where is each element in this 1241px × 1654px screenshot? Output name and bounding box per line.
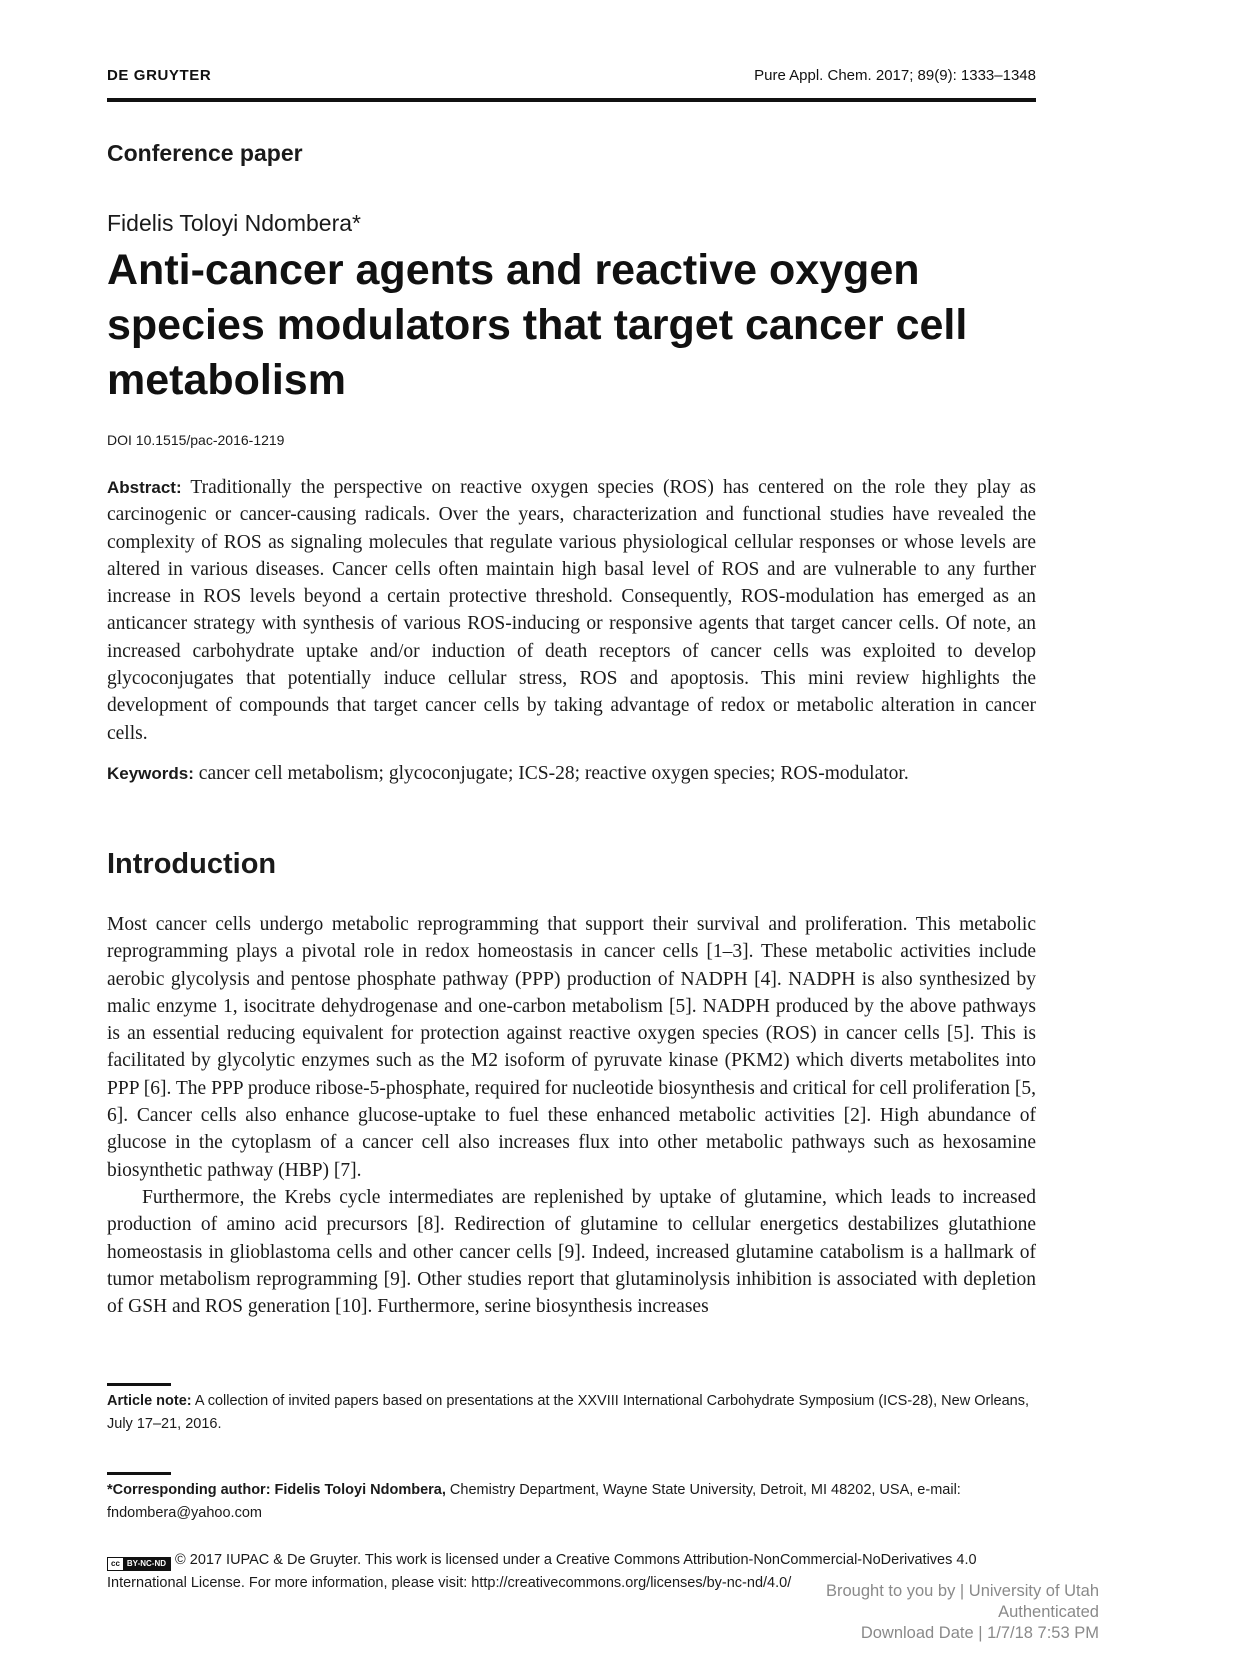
publisher-name: DE GRUYTER <box>107 67 212 84</box>
corresponding-author-label: *Corresponding author: Fidelis Toloyi Ndombera, <box>107 1482 446 1498</box>
keywords-text: cancer cell metabolism; glycoconjugate; ICS-28; reactive oxygen species; ROS-modulator. <box>198 763 909 784</box>
abstract-text: Traditionally the perspective on reactive oxygen species (ROS) has centered on the role they play as carcinogenic or cancer-causing radicals. Over the years, characterization and functional studies have revealed the complexity of ROS as signaling molecules that regulate various physiological cellular responses or whose levels are altered in various diseases. Cancer cells often maintain high basal level of ROS and are vulnerable to any further increase in ROS levels beyond a certain protective threshold. Consequently, ROS-modulation has emerged as an anticancer strategy with synthesis of various ROS-inducing or responsive agents that target cancer cells. Of note, an increased carbohydrate uptake and/or induction of death receptors of cancer cells was exploited to develop glycoconjugates that potentially induce cellular stress, ROS and apoptosis. This mini review highlights the development of compounds that target cancer cells by taking advantage of redox or metabolic alteration in cancer cells. <box>107 477 1036 744</box>
doi: DOI 10.1515/pac-2016-1219 <box>107 432 285 448</box>
footnote-rule <box>107 1383 171 1386</box>
article-note-label: Article note: <box>107 1393 192 1409</box>
keywords-label: Keywords: <box>107 764 194 783</box>
author-name: Fidelis Toloyi Ndombera* <box>107 210 361 236</box>
abstract-label: Abstract: <box>107 478 182 497</box>
download-stamp-line: Brought to you by | University of Utah <box>826 1582 1099 1600</box>
article-note <box>107 1390 1036 1436</box>
download-stamp-line: Authenticated <box>998 1603 1099 1621</box>
article-type-label: Conference paper <box>107 140 303 166</box>
corresponding-author-text: Chemistry Department, Wayne State University, Detroit, MI 48202, USA, e-mail: fndombera@yahoo.com <box>107 1482 961 1521</box>
cc-badge-circle: cc <box>108 1558 123 1570</box>
cc-badge-terms: BY-NC-ND <box>123 1558 170 1570</box>
download-stamp <box>826 1581 1099 1644</box>
article-note-text: A collection of invited papers based on presentations at the XXVIII International Carbohydrate Symposium (ICS-28), New Orleans, July 17–21, 2016. <box>107 1393 1030 1432</box>
header-rule <box>107 98 1036 102</box>
introduction-heading: Introduction <box>107 848 277 880</box>
cc-license-badge <box>107 1557 171 1571</box>
download-stamp-line: Download Date | 1/7/18 7:53 PM <box>860 1624 1099 1642</box>
introduction-paragraph-1: Most cancer cells undergo metabolic reprogramming that support their survival and proliferation. This metabolic reprogramming plays a pivotal role in redox homeostasis in cancer cells [1–3]. These metabolic activities include aerobic glycolysis and pentose phosphate pathway (PPP) production of NADPH [4]. NADPH is also synthesized by malic enzyme 1, isocitrate dehydrogenase and one-carbon metabolism [5]. NADPH produced by the above pathways is an essential reducing equivalent for protection against reactive oxygen species (ROS) in cancer cells [5]. This is facilitated by glycolytic enzymes such as the M2 isoform of pyruvate kinase (PKM2) which diverts metabolites into PPP [6]. The PPP produce ribose-5-phosphate, required for nucleotide biosynthesis and critical for cell proliferation [5, 6]. Cancer cells also enhance glucose-uptake to fuel these enhanced metabolic activities [2]. High abundance of glucose in the cytoplasm of a cancer cell also increases flux into other metabolic pathways such as hexosamine biosynthetic pathway (HBP) [7]. <box>107 914 1036 1181</box>
license-text: © 2017 IUPAC & De Gruyter. This work is licensed under a Creative Commons Attribution-NonCommercial-NoDerivatives 4.0 International License. For more information, please visit: http://creativecommons.org/licenses/by-nc-nd/4.0/ <box>107 1552 977 1591</box>
footnote-rule <box>107 1472 171 1475</box>
paper-title: Anti-cancer agents and reactive oxygen species modulators that target cancer cell metabolism <box>107 246 968 404</box>
abstract <box>107 474 1036 747</box>
keywords <box>107 760 1036 787</box>
corresponding-author-note <box>107 1479 1036 1525</box>
introduction-paragraph-2: Furthermore, the Krebs cycle intermediates are replenished by uptake of glutamine, which leads to increased production of amino acid precursors [8]. Redirection of glutamine to cellular energetics destabilizes glutathione homeostasis in glioblastoma cells and other cancer cells [9]. Indeed, increased glutamine catabolism is a hallmark of tumor metabolism reprogramming [9]. Other studies report that glutaminolysis inhibition is associated with depletion of GSH and ROS generation [10]. Furthermore, serine biosynthesis increases <box>107 1187 1036 1318</box>
journal-citation: Pure Appl. Chem. 2017; 89(9): 1333–1348 <box>754 67 1036 84</box>
